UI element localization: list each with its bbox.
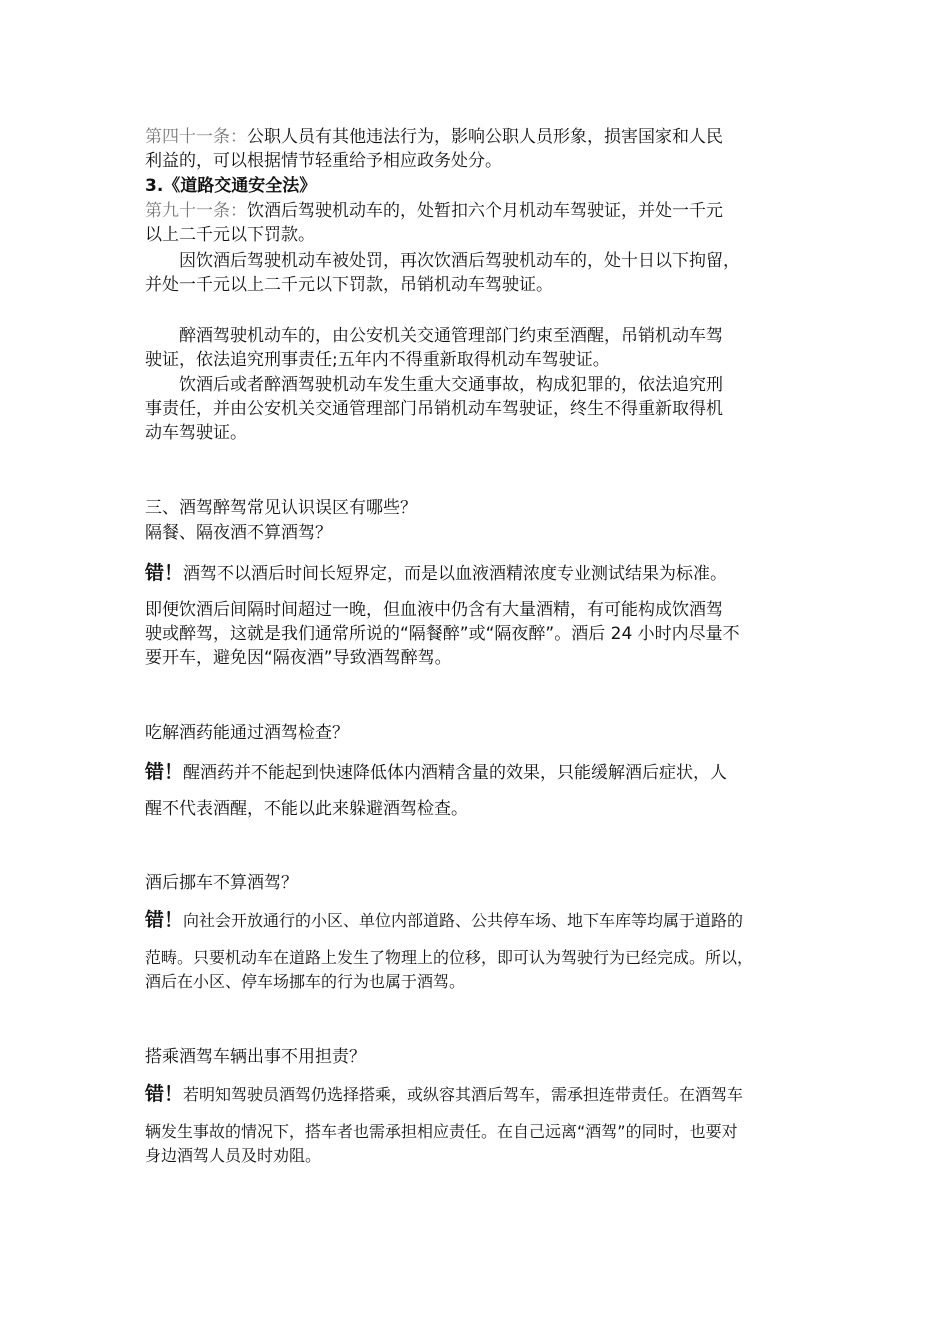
drunk-driving-line-1: 醉酒驾驶机动车的，由公安机关交通管理部门约束至酒醒，吊销机动车驾: [179, 326, 723, 346]
misconception-4-answer-text: 若明知驾驶员酒驾仍选择搭乘，或纵容其酒后驾车，需承担连带责任。在酒驾车: [183, 1085, 744, 1104]
misconception-3-answer: [145, 908, 743, 933]
article-91-line-1: [145, 199, 723, 223]
misconception-4-answer: [145, 1082, 743, 1107]
wrong-label: 错！: [145, 562, 184, 584]
drunk-driving-line-2: 驶证，依法追究刑事责任;五年内不得重新取得机动车驾驶证。: [145, 350, 610, 370]
article-41-line-2: 利益的，可以根据情节轻重给予相应政务处分。: [145, 151, 502, 171]
misconception-2-question: 吃解酒药能通过酒驾检查？: [145, 723, 349, 743]
law-3-title: 《道路交通安全法》: [163, 176, 317, 196]
misconception-1-answer-text: 酒驾不以酒后时间长短界定，而是以血液酒精浓度专业测试结果为标准。: [183, 564, 728, 584]
accident-line-1: 饮酒后或者醉酒驾驶机动车发生重大交通事故，构成犯罪的，依法追究刑: [179, 375, 723, 395]
article-41-line-1: [145, 125, 723, 149]
misconception-1-detail-line-3: 要开车，避免因“隔夜酒”导致酒驾醉驾。: [145, 648, 452, 668]
misconception-1-detail-line-1: 即便饮酒后间隔时间超过一晚，但血液中仍含有大量酒精，有可能构成饮酒驾: [145, 600, 723, 620]
misconception-1-detail-line-2: 驶或醉驾，这就是我们通常所说的“隔餐醉”或“隔夜醉”。酒后 24 小时内尽量不: [145, 624, 740, 644]
misconception-2-answer-line-2: 醒不代表酒醒，不能以此来躲避酒驾检查。: [145, 799, 468, 819]
repeat-offense-line-1: 因饮酒后驾驶机动车被处罚，再次饮酒后驾驶机动车的，处十日以下拘留，: [179, 251, 740, 271]
misconception-3-answer-text: 向社会开放通行的小区、单位内部道路、公共停车场、地下车库等均属于道路的: [183, 911, 744, 930]
article-91-label: 第九十一条：: [145, 201, 247, 221]
article-41-label: 第四十一条：: [145, 127, 247, 147]
misconception-3-answer-line-2: 范畴。只要机动车在道路上发生了物理上的位移，即可认为驾驶行为已经完成。所以，: [145, 948, 754, 967]
section-3-heading: 三、酒驾醉驾常见认识误区有哪些？: [145, 498, 417, 518]
accident-line-3: 动车驾驶证。: [145, 423, 247, 443]
wrong-label: 错！: [145, 909, 184, 931]
misconception-3-answer-line-3: 酒后在小区、停车场挪车的行为也属于酒驾。: [145, 972, 466, 991]
article-41-text: 公职人员有其他违法行为，影响公职人员形象，损害国家和人民: [247, 127, 723, 147]
accident-line-2: 事责任，并由公安机关交通管理部门吊销机动车驾驶证，终生不得重新取得机: [145, 399, 723, 419]
misconception-4-answer-line-2: 辆发生事故的情况下，搭车者也需承担相应责任。在自己远离“酒驾”的同时，也要对: [145, 1122, 738, 1141]
misconception-4-question: 搭乘酒驾车辆出事不用担责？: [145, 1047, 366, 1067]
law-3-number: 3.: [145, 176, 164, 196]
misconception-2-answer-text: 醒酒药并不能起到快速降低体内酒精含量的效果，只能缓解酒后症状，人: [183, 763, 728, 783]
misconception-2-answer: [145, 760, 727, 785]
wrong-label: 错！: [145, 1083, 184, 1105]
law-3-heading: [145, 174, 316, 198]
wrong-label: 错！: [145, 761, 184, 783]
article-91-text: 饮酒后驾驶机动车的，处暂扣六个月机动车驾驶证，并处一千元: [247, 201, 723, 221]
misconception-1-answer: [145, 561, 727, 586]
article-91-line-2: 以上二千元以下罚款。: [145, 225, 315, 245]
misconception-4-answer-line-3: 身边酒驾人员及时劝阻。: [145, 1146, 322, 1165]
repeat-offense-line-2: 并处一千元以上二千元以下罚款，吊销机动车驾驶证。: [145, 275, 553, 295]
misconception-1-question: 隔餐、隔夜酒不算酒驾？: [145, 523, 332, 543]
misconception-3-question: 酒后挪车不算酒驾？: [145, 873, 298, 893]
